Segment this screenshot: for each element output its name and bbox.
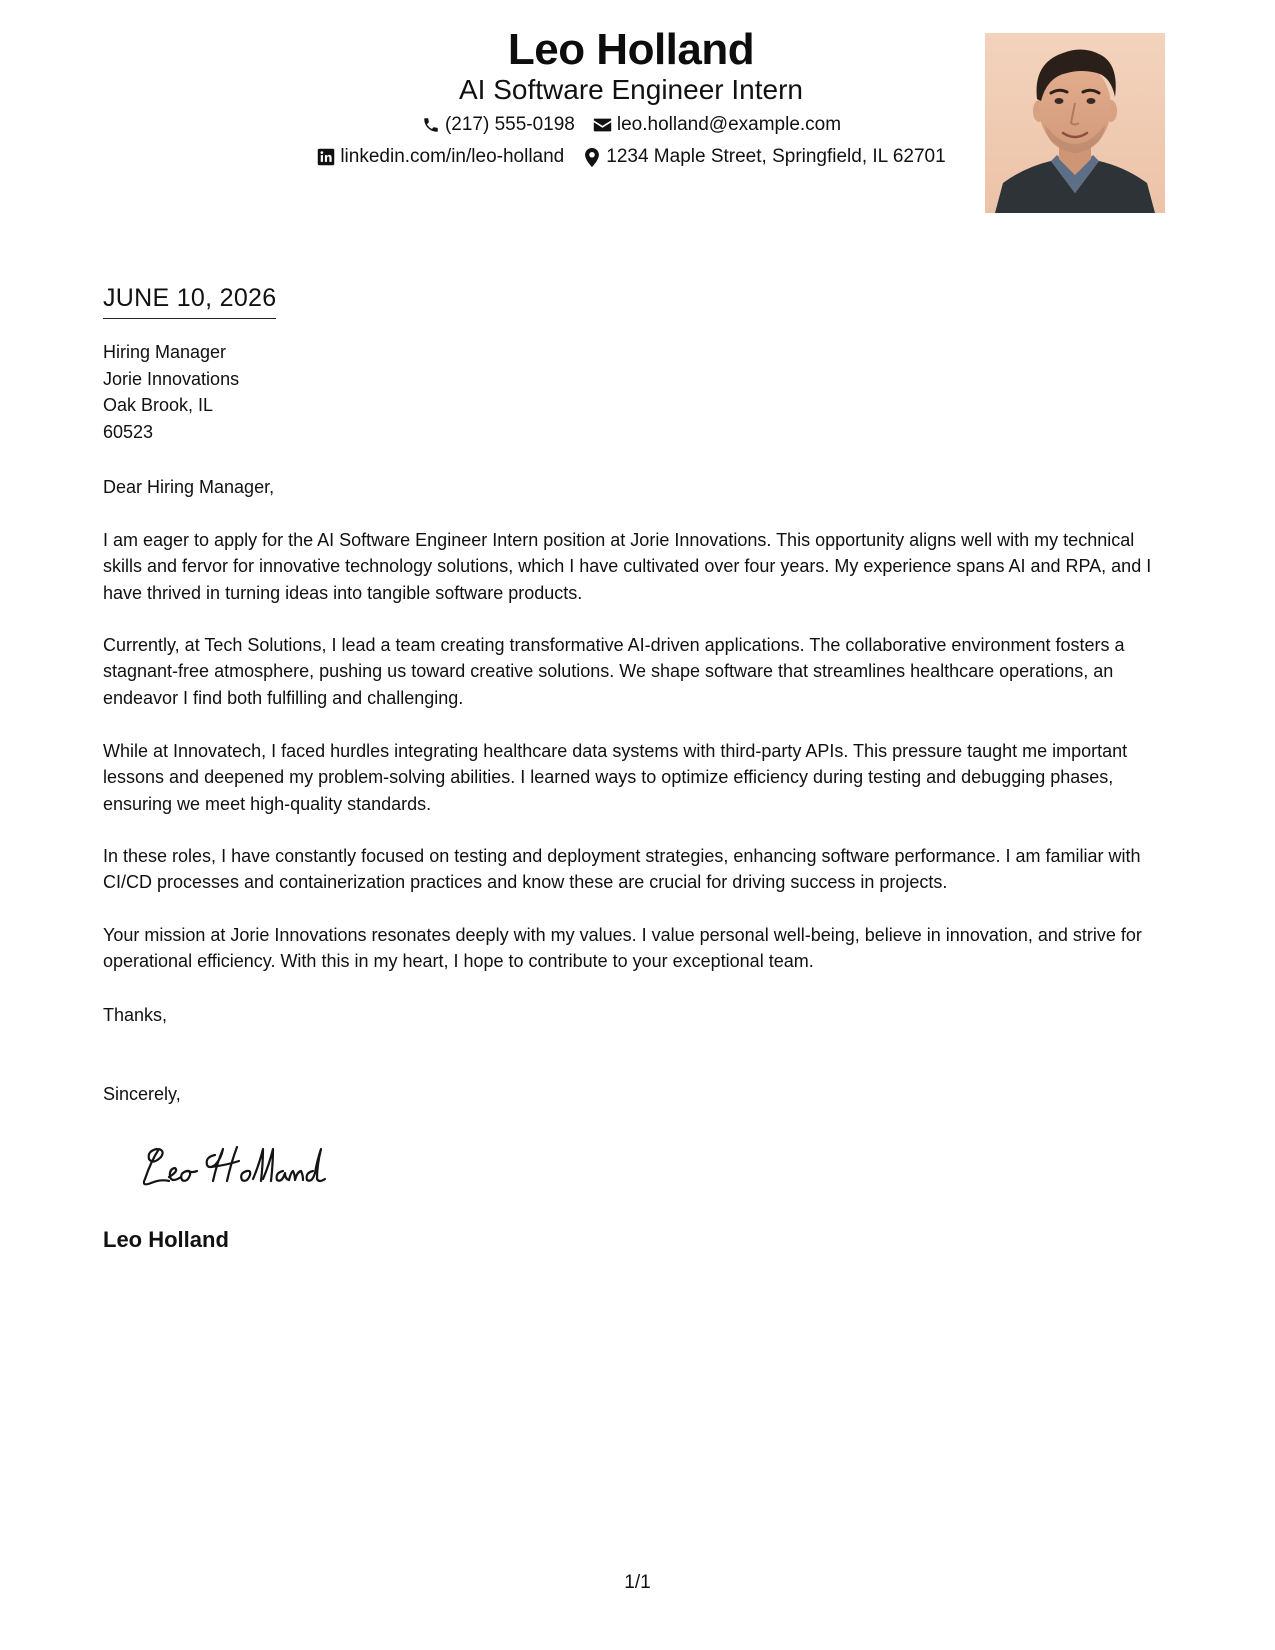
- salutation: Dear Hiring Manager,: [103, 477, 275, 497]
- recipient-line: Oak Brook, IL: [103, 395, 214, 415]
- body-paragraph: While at Innovatech, I faced hurdles integrating healthcare data systems with third-party APIs. This pressure taught me important lessons and deepened my problem-solving abilities. I learned ways to optimize efficiency during testing and debugging phases, ensuring we meet high-quality standards.: [103, 741, 1128, 814]
- phone-icon: [421, 115, 441, 135]
- phone-text: (217) 555-0198: [444, 114, 575, 135]
- body-paragraph: Your mission at Jorie Innovations resonates deeply with my values. I value personal well-being, believe in innovation, and strive for operational efficiency. With this in my heart, I hope to contribute to your exceptional team.: [103, 925, 1142, 972]
- body-paragraph: I am eager to apply for the AI Software Engineer Intern position at Jorie Innovations. This opportunity aligns well with my technical skills and fervor for innovative technology solutions, which I have cultivated over four years. My experience spans AI and RPA, and I have thrived in turning ideas into tangible software products.: [103, 530, 1152, 603]
- map-pin-icon: [582, 147, 602, 167]
- signature-image: [135, 1135, 335, 1195]
- contact-address: [582, 144, 945, 170]
- recipient-line: 60523: [103, 421, 154, 442]
- envelope-icon: [593, 115, 613, 135]
- header: [0, 0, 1275, 230]
- email-text[interactable]: leo.holland@example.com: [616, 114, 842, 135]
- contact-linkedin[interactable]: [316, 144, 564, 170]
- contact-phone: [421, 112, 575, 138]
- linkedin-text[interactable]: linkedin.com/in/leo-holland: [340, 146, 565, 167]
- closing-thanks: Thanks,: [103, 1005, 168, 1025]
- body-paragraph: In these roles, I have constantly focused on testing and deployment strategies, enhancing software performance. I am familiar with CI/CD processes and containerization practices and know these are crucial for driving success in projects.: [103, 846, 1141, 893]
- signed-name: Leo Holland: [103, 1227, 229, 1252]
- letter-date: JUNE 10, 2026: [103, 282, 276, 319]
- recipient-line: Hiring Manager: [103, 342, 227, 362]
- contact-email[interactable]: [593, 112, 841, 138]
- recipient-line: Jorie Innovations: [103, 368, 240, 389]
- profile-photo: [985, 33, 1165, 213]
- applicant-name: Leo Holland: [507, 25, 755, 74]
- applicant-role: AI Software Engineer Intern: [459, 74, 803, 105]
- recipient-block: [103, 339, 239, 445]
- closing-sincerely: Sincerely,: [103, 1084, 181, 1104]
- page-number: 1/1: [624, 1572, 651, 1593]
- linkedin-icon: [316, 147, 336, 167]
- body-paragraph: Currently, at Tech Solutions, I lead a team creating transformative AI-driven applications. The collaborative environment fosters a stagnant-free atmosphere, pushing us toward creative solutions. We shape software that streamlines healthcare operations, an endeavor I find both fulfilling and challenging.: [103, 635, 1125, 708]
- address-text: 1234 Maple Street, Springfield, IL 62701: [606, 146, 946, 167]
